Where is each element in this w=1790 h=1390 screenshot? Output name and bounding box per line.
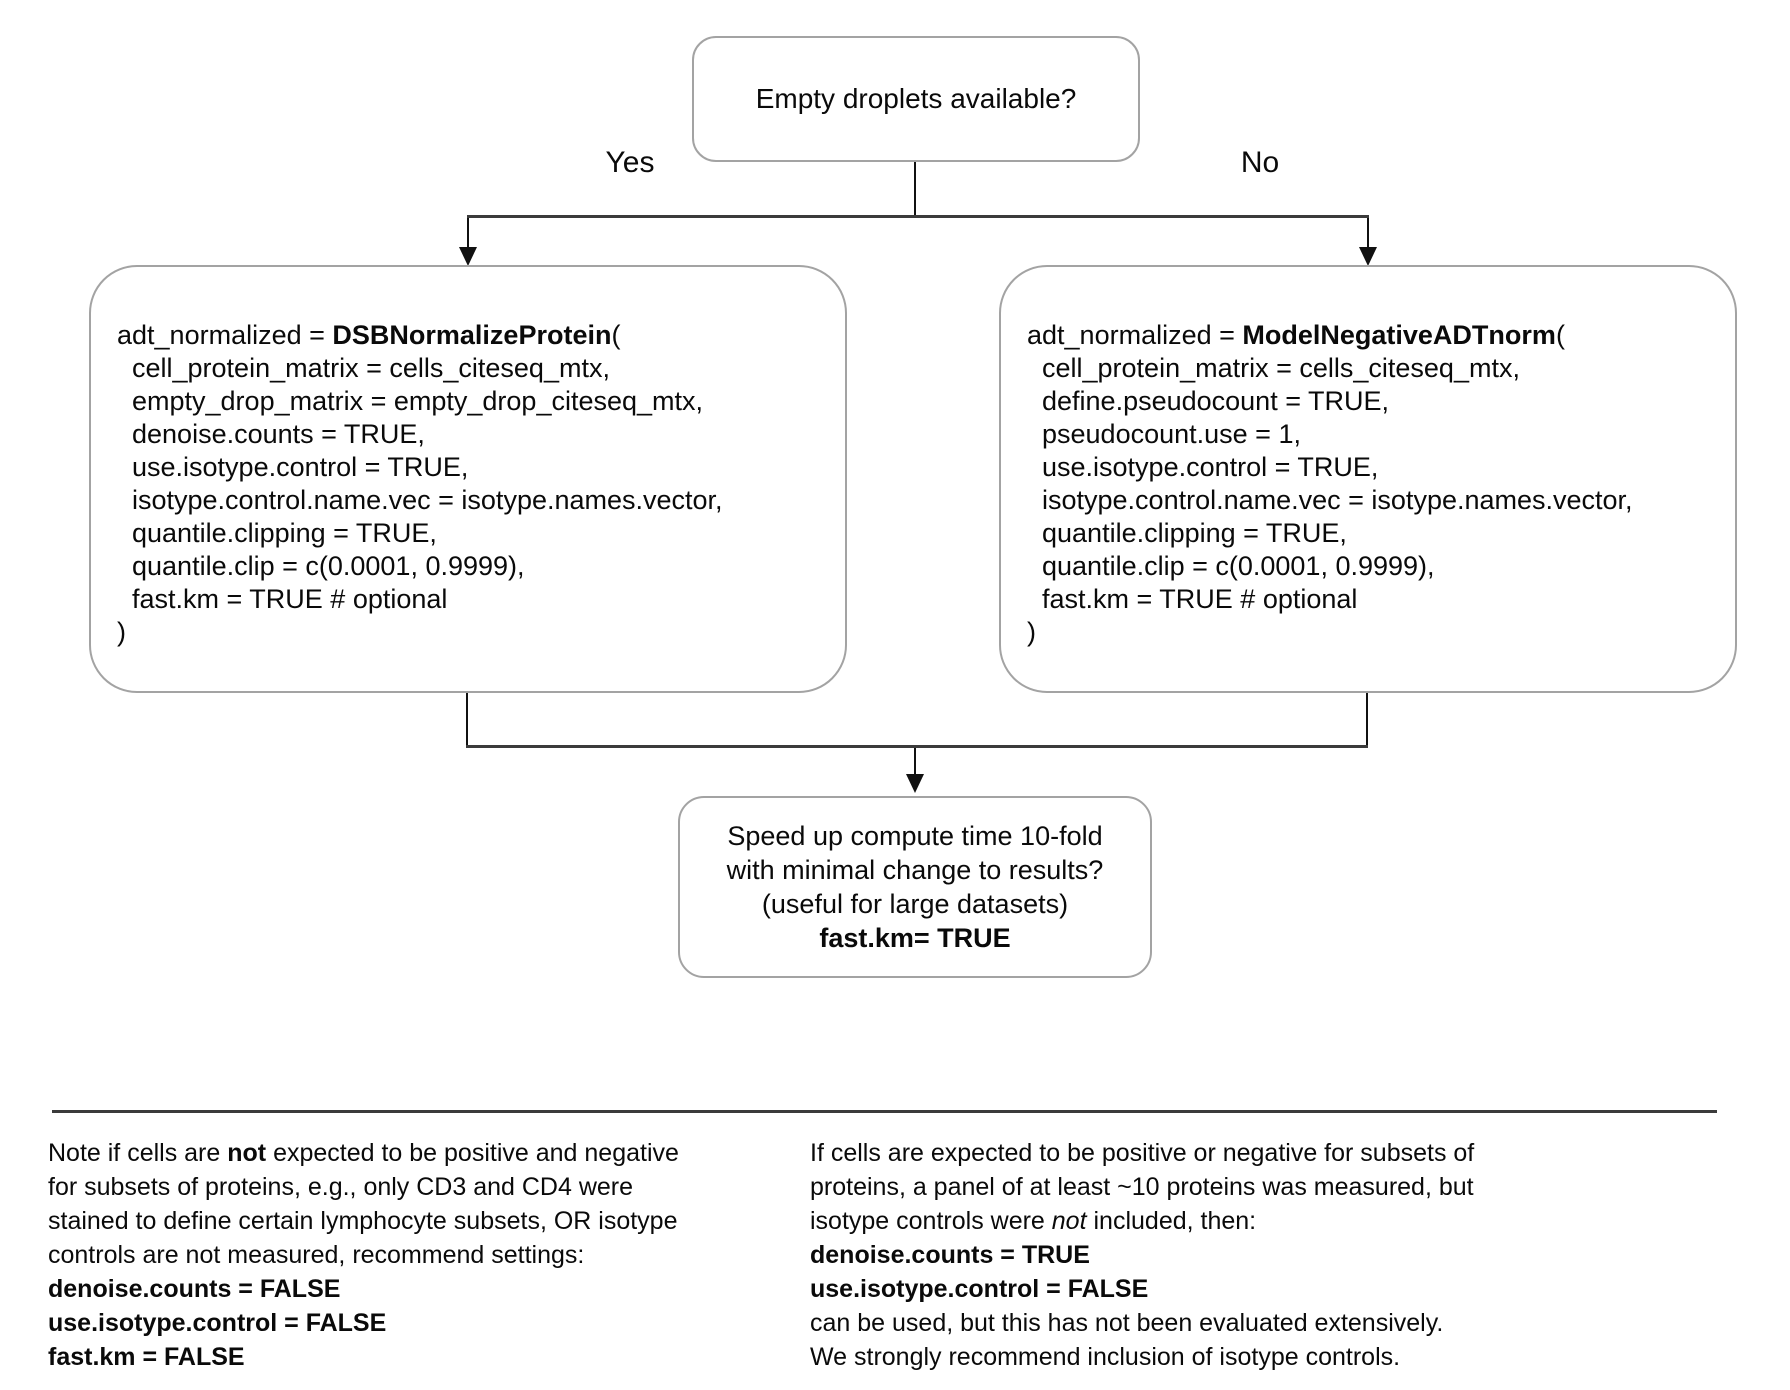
connector-yes-drop: [467, 218, 469, 250]
text-line: use.isotype.control = FALSE: [810, 1275, 1149, 1303]
connector-top-stem: [914, 162, 916, 217]
text-line: (useful for large datasets): [761, 889, 1069, 919]
text-line: empty_drop_matrix = empty_drop_citeseq_mtx,: [117, 386, 704, 416]
arrow-down-icon: [1359, 247, 1377, 266]
text-line: with minimal change to results?: [726, 855, 1104, 885]
text-line: denoise.counts = TRUE: [810, 1241, 1090, 1269]
connector-merge-stem: [914, 748, 916, 776]
text-line: quantile.clipping = TRUE,: [1027, 518, 1347, 548]
text-line: use.isotype.control = TRUE,: [1027, 452, 1379, 482]
text-line: denoise.counts = FALSE: [48, 1275, 341, 1303]
text-line: Note if cells are not expected to be positive and negative: [48, 1139, 679, 1167]
text-line: controls are not measured, recommend settings:: [48, 1241, 585, 1269]
text-line: Speed up compute time 10-fold: [727, 821, 1103, 851]
footnote-left: [48, 1136, 758, 1374]
text-line: ): [117, 617, 126, 647]
connector-right-down: [1366, 693, 1368, 747]
connector-branch-bar: [467, 215, 1369, 218]
branch-label-no: No: [1240, 146, 1280, 179]
decision-box-empty-droplets: [692, 36, 1140, 162]
text-line: ): [1027, 617, 1036, 647]
text-line: quantile.clip = c(0.0001, 0.9999),: [1027, 551, 1435, 581]
text-line: isotype controls were not included, then:: [810, 1207, 1257, 1235]
text-line: adt_normalized = ModelNegativeADTnorm(: [1027, 320, 1565, 350]
footnote-divider: [52, 1110, 1717, 1113]
text-line: fast.km = TRUE # optional: [1027, 584, 1358, 614]
text-line: pseudocount.use = 1,: [1027, 419, 1301, 449]
text-line: isotype.control.name.vec = isotype.names.vector,: [117, 485, 723, 515]
footnote-right: [810, 1136, 1540, 1374]
text-line: fast.km = TRUE # optional: [117, 584, 448, 614]
text-line: cell_protein_matrix = cells_citeseq_mtx,: [1027, 353, 1520, 383]
text-line: denoise.counts = TRUE,: [117, 419, 425, 449]
text-line: adt_normalized = DSBNormalizeProtein(: [117, 320, 621, 350]
code-box-model-negative-adtnorm: [999, 265, 1737, 693]
decision-box-label: Empty droplets available?: [755, 83, 1077, 114]
text-line: fast.km= TRUE: [819, 923, 1011, 953]
text-line: use.isotype.control = FALSE: [48, 1309, 387, 1337]
text-line: for subsets of proteins, e.g., only CD3 and CD4 were: [48, 1173, 634, 1201]
arrow-down-icon: [459, 247, 477, 266]
text-line: quantile.clipping = TRUE,: [117, 518, 437, 548]
connector-no-drop: [1367, 218, 1369, 250]
code-box-dsb-normalize-protein: [89, 265, 847, 693]
text-line: isotype.control.name.vec = isotype.names.vector,: [1027, 485, 1633, 515]
arrow-down-icon: [906, 774, 924, 793]
text-line: stained to define certain lymphocyte subsets, OR isotype: [48, 1207, 678, 1235]
text-line: quantile.clip = c(0.0001, 0.9999),: [117, 551, 525, 581]
text-line: can be used, but this has not been evaluated extensively.: [810, 1309, 1444, 1337]
text-line: cell_protein_matrix = cells_citeseq_mtx,: [117, 353, 610, 383]
text-line: proteins, a panel of at least ~10 proteins was measured, but: [810, 1173, 1474, 1201]
text-line: If cells are expected to be positive or negative for subsets of: [810, 1139, 1475, 1167]
text-line: define.pseudocount = TRUE,: [1027, 386, 1389, 416]
text-line: We strongly recommend inclusion of isotype controls.: [810, 1343, 1401, 1371]
branch-label-yes: Yes: [605, 146, 655, 179]
result-box-fast-km: [678, 796, 1152, 978]
text-line: use.isotype.control = TRUE,: [117, 452, 469, 482]
connector-merge-bar: [466, 745, 1368, 748]
connector-left-down: [466, 693, 468, 747]
text-line: fast.km = FALSE: [48, 1343, 245, 1371]
